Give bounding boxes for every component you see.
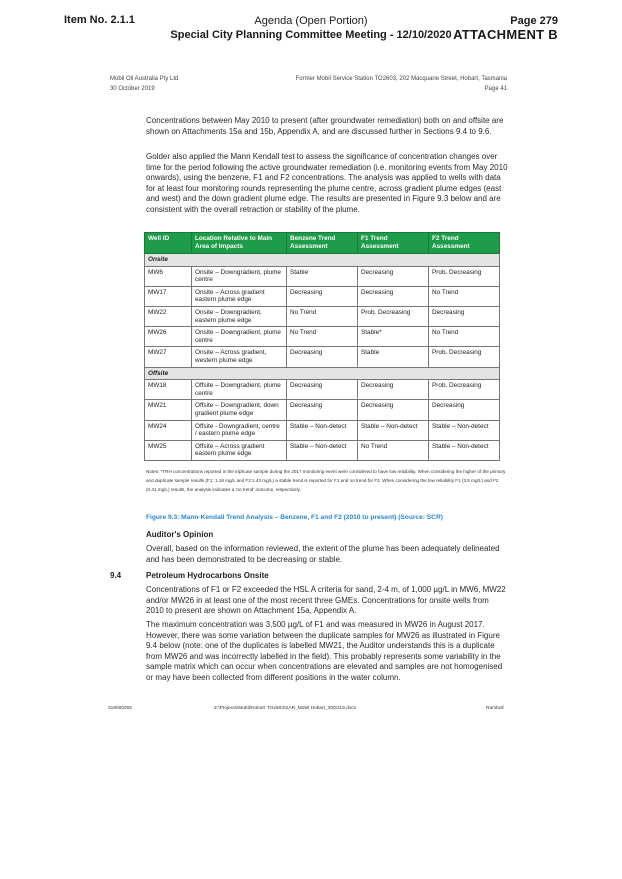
doc-page: Page 41 — [484, 86, 507, 92]
footer-doc-number: 318000205 — [108, 706, 133, 711]
cell-location: Offsite - Downgradient, centre / eastern plume edge — [192, 420, 287, 440]
trend-table — [144, 232, 500, 461]
header-f1: F1 Trend Assessment — [358, 233, 429, 254]
table-row — [145, 440, 500, 460]
table-row — [145, 400, 500, 420]
agenda-header — [160, 14, 462, 42]
cell-f2: Decreasing — [429, 400, 500, 420]
table-row — [145, 266, 500, 286]
table-row — [145, 327, 500, 347]
meeting-title: Special City Planning Committee Meeting - 12/10/2020 — [170, 29, 452, 41]
cell-f1: Prob. Decreasing — [358, 306, 429, 326]
section-title: Petroleum Hydrocarbons Onsite — [146, 571, 269, 580]
cell-well-id: MW18 — [145, 380, 192, 400]
cell-benzene: Decreasing — [287, 400, 358, 420]
footer-brand: Ramboll — [486, 706, 504, 711]
cell-location: Offsite – Downgradient, plume centre — [192, 380, 287, 400]
cell-f1: Stable – Non-detect — [358, 420, 429, 440]
cell-benzene: Stable — [287, 266, 358, 286]
cell-f2: Prob. Decreasing — [429, 380, 500, 400]
cell-location: Onsite – Downgradient, eastern plume edge — [192, 306, 287, 326]
cell-location: Onsite – Across gradient eastern plume edge — [192, 286, 287, 306]
header-f2: F2 Trend Assessment — [429, 233, 500, 254]
page-header-right — [453, 14, 558, 42]
agenda-title: Agenda (Open Portion) — [254, 15, 368, 27]
cell-f2: Stable – Non-detect — [429, 440, 500, 460]
paragraph-maximum-concentration: The maximum concentration was 3,500 µg/L of F1 and was measured in MW26 in August 2017. However, there was some variation between the duplicate samples for MW26 as illustrated in Figure 9.4 below (note: one of the duplicates is labelled MW21, the Auditor understands this is a duplicate from MW26 and was incorrectly labelled in the field). This probably represents some variability in the sample matrix which can occur when concentrations are elevated and samples are not homogenised or may have been collected from different positions in the water column. — [146, 620, 503, 682]
cell-f1: Decreasing — [358, 380, 429, 400]
cell-f1: Decreasing — [358, 266, 429, 286]
cell-well-id: MW6 — [145, 266, 192, 286]
table-row — [145, 420, 500, 440]
header-location: Location Relative to Main Area of Impacts — [192, 233, 287, 254]
table-notes: Notes: *TRH concentrations reported in the triplicate sample during the 2017 monitoring event were considered to have low reliability. When considering the higher of the primary and duplicate sample results (F1: 1.18 mg/L and F2:1.43 mg/L) a stable trend is reported for F1 and no trend for F2. When considering the low reliability F1 (3.5 mg/L) and F2 (0.41 mg/L) results, the analysis indicates a 'no trend' outcome, respectively. — [146, 469, 506, 492]
doc-header-left — [110, 74, 178, 94]
cell-benzene: Decreasing — [287, 286, 358, 306]
cell-benzene: No Trend — [287, 306, 358, 326]
cell-well-id: MW25 — [145, 440, 192, 460]
cell-benzene: Decreasing — [287, 380, 358, 400]
cell-benzene: Decreasing — [287, 347, 358, 367]
cell-well-id: MW26 — [145, 327, 192, 347]
cell-well-id: MW24 — [145, 420, 192, 440]
cell-location: Offsite – Across gradient eastern plume edge — [192, 440, 287, 460]
cell-f1: Stable* — [358, 327, 429, 347]
table-row — [145, 306, 500, 326]
cell-location: Onsite – Across gradient, western plume edge — [192, 347, 287, 367]
cell-f1: No Trend — [358, 440, 429, 460]
header-well-id: Well ID — [145, 233, 192, 254]
cell-f2: Decreasing — [429, 306, 500, 326]
table-row — [145, 380, 500, 400]
cell-f1: Decreasing — [358, 286, 429, 306]
attachment-label: ATTACHMENT B — [453, 27, 558, 42]
cell-f1: Stable — [358, 347, 429, 367]
cell-location: Onsite – Downgradient, plume centre — [192, 327, 287, 347]
section-number: 9.4 — [110, 571, 122, 580]
page-number: Page 279 — [510, 15, 558, 27]
table-row — [145, 347, 500, 367]
cell-f2: Prob. Decreasing — [429, 266, 500, 286]
cell-f2: No Trend — [429, 286, 500, 306]
cell-well-id: MW21 — [145, 400, 192, 420]
cell-well-id: MW27 — [145, 347, 192, 367]
cell-benzene: No Trend — [287, 327, 358, 347]
group-row-onsite — [145, 254, 500, 267]
cell-f2: No Trend — [429, 327, 500, 347]
doc-date: 30 October 2019 — [110, 86, 155, 92]
cell-location: Onsite – Downgradient, plume centre — [192, 266, 287, 286]
cell-well-id: MW17 — [145, 286, 192, 306]
cell-location: Offsite – Downgradient, down gradient plume edge — [192, 400, 287, 420]
paragraph-concentrations-onsite: Concentrations of F1 or F2 exceeded the HSL A criteria for sand, 2-4 m, of 1,000 µg/L in MW6, MW22 and/or MW26 in at least one of the most recent three GMEs. Concentrations for onsite wells from 2010 to present are shown on Attachment 15a, Appendix A. — [146, 585, 506, 615]
figure-caption: Figure 9.3: Mann-Kendall Trend Analysis – Benzene, F1 and F2 (2010 to present) (Source: SCR) — [146, 514, 443, 521]
company-name: Mobil Oil Australia Pty Ltd — [110, 76, 179, 82]
cell-f1: Decreasing — [358, 400, 429, 420]
group-label-onsite: Onsite — [145, 254, 500, 267]
cell-benzene: Stable – Non-detect — [287, 440, 358, 460]
table-row — [145, 286, 500, 306]
auditor-heading: Auditor's Opinion — [146, 530, 214, 539]
group-label-offsite: Offsite — [145, 367, 500, 380]
cell-well-id: MW22 — [145, 306, 192, 326]
cell-f2: Prob. Decreasing — [429, 347, 500, 367]
footer-file-path: Z:\Projects\Mobil\Hobart TO2603\SAR_Mobil Hobart_300ct19.docx — [214, 706, 357, 711]
paragraph-concentrations: Concentrations between May 2010 to present (after groundwater remediation) both on and offsite are shown on Attachments 15a and 15b, Appendix A, and are discussed further in Sections 9.4 to 9.6. — [146, 116, 504, 136]
auditor-opinion-text: Overall, based on the information reviewed, the extent of the plume has been adequately delineated and has been demonstrated to be decreasing or stable. — [146, 544, 500, 564]
site-name: Former Mobil Service Station TO2603, 202 Macquarie Street, Hobart, Tasmania — [295, 76, 507, 82]
table-header-row — [145, 233, 500, 254]
header-benzene: Benzene Trend Assessment — [287, 233, 358, 254]
doc-header-right — [296, 74, 507, 94]
cell-benzene: Stable – Non-detect — [287, 420, 358, 440]
item-number: Item No. 2.1.1 — [64, 14, 135, 26]
cell-f2: Stable – Non-detect — [429, 420, 500, 440]
paragraph-mann-kendall: Golder also applied the Mann Kendall test to assess the significance of concentration changes over time for the period following the active groundwater remediation (i.e. monitoring events from May 2010 onwards), using the benzene, F1 and F2 concentrations. The analysis was applied to wells with data for at least four monitoring rounds representing the plume centre, across gradient plume edges (east and west) and the down gradient plume edge. The results are presented in Figure 9.3 below and are consistent with the overall retraction or stability of the plume. — [146, 152, 508, 214]
group-row-offsite — [145, 367, 500, 380]
